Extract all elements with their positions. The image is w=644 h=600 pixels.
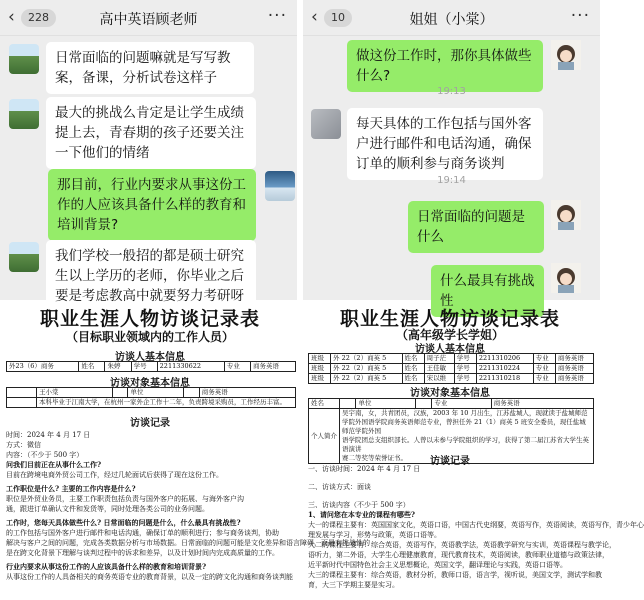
table-cell: 姓名 — [79, 362, 105, 372]
chat-header — [0, 0, 297, 36]
record-line: 大二的课程主要有：综合英语，英语写作，英语教学法，英语教学研究与实训，英语课程与教学论， — [308, 541, 616, 549]
record-question: 问我们目前正在从事什么工作? — [6, 460, 102, 469]
chat-title: 高中英语顾老师 — [99, 12, 198, 28]
table-cell: 学号 — [454, 364, 476, 374]
record-line: 一、访谈时间：2024 年 4 月 17 日 — [308, 465, 421, 473]
contact-avatar[interactable] — [9, 99, 39, 129]
girl-avatar-icon — [551, 40, 581, 70]
table-cell — [112, 388, 127, 398]
form-subtitle: （高年级学长学姐） — [395, 328, 504, 342]
profile-line: 语学院团总支组织部长。人曾以未参与学院组织的学习，获得了第二届江苏省大学生英语演讲 — [342, 436, 589, 453]
table-cell: 商务英语 — [491, 399, 593, 409]
profile-line: 赛二等奖等荣誉证书。 — [342, 454, 407, 462]
table-cell: 专业 — [533, 364, 555, 374]
section-interviewee-info: 访谈对象基本信息 — [110, 378, 190, 389]
table-cell — [7, 398, 37, 408]
unread-badge: 228 — [21, 9, 56, 27]
message-bubble-self[interactable]: 做这份工作时，那你具体做些什么? — [347, 40, 543, 92]
table-cell: 外 22（2）商英 5 — [331, 364, 402, 374]
record-line: 语听力，第二外语，大学生心理健康教育，现代教育技术，英语阅读，教师职业道德与政策法律， — [308, 551, 609, 559]
section-record: 访谈记录 — [130, 418, 170, 429]
table-cell: 商务英语 — [199, 388, 295, 398]
table-cell: 专业 — [224, 362, 250, 372]
message-bubble-self[interactable]: 什么最具有挑战性 — [431, 265, 544, 317]
unread-badge: 10 — [324, 9, 352, 27]
table-cell: 姓名 — [402, 374, 424, 384]
table-cell: 朱婷 — [105, 362, 131, 372]
table-cell: 专业 — [533, 354, 555, 364]
table-cell — [415, 399, 431, 409]
table-cell: 2211330622 — [157, 362, 224, 372]
table-cell: 学号 — [454, 374, 476, 384]
record-body — [308, 464, 644, 590]
table-cell: 周子茫 — [424, 354, 454, 364]
record-line: 二、访谈方式：面谈 — [308, 483, 371, 491]
message-bubble[interactable]: 日常面临的问题嘛就是写写教案，备课，分析试卷这样子 — [46, 42, 254, 94]
self-avatar[interactable] — [551, 200, 581, 230]
record-line: 内容：（不少于 500 字） — [6, 451, 84, 459]
table-cell — [340, 399, 356, 409]
chat-window-sister — [303, 0, 600, 309]
table-row — [309, 374, 594, 384]
profile-line: 学院外国语学院商务英语师范专业，曾担任外 21（1）商英 5 班安全委员，现任盐城师范学院外国 — [342, 418, 586, 435]
interviewer-table — [308, 353, 594, 384]
record-line: 是在跨文化背景下理解与谈判过程中的诉求和差异，以及计划时间内完成高质量的工作。 — [6, 549, 279, 557]
record-line: 解决与客户之间的问题，完成各类数据分析与市场数据。日常面临的问题可能是文化差异和语言障碍，而最有挑战性的 — [6, 539, 370, 547]
record-line: 目前在跨境电商外贸公司工作，经过几轮面试后获得了现在这份工作。 — [6, 471, 223, 479]
table-row — [309, 364, 594, 374]
table-cell: 个人简介 — [309, 409, 340, 464]
table-row — [7, 362, 296, 372]
table-cell: 学号 — [131, 362, 157, 372]
table-cell: 班级 — [309, 354, 331, 364]
table-cell: 外 22（2）商英 5 — [331, 374, 402, 384]
table-cell: 商务英语 — [555, 374, 593, 384]
girl-avatar-icon — [551, 263, 581, 293]
section-interviewer-info: 访谈人基本信息 — [415, 344, 485, 355]
table-cell: 学号 — [454, 354, 476, 364]
form-subtitle: （目标职业领域内的工作人员） — [65, 330, 234, 344]
record-line: 通，跟进订单确认文件和发货等，同时处理各类公司的业务问题。 — [6, 505, 209, 513]
table-cell: 班级 — [309, 374, 331, 384]
self-avatar[interactable] — [265, 171, 295, 201]
more-icon[interactable]: ··· — [570, 6, 590, 26]
table-cell: 2211310218 — [476, 374, 533, 384]
table-cell: 外23（6）商务 — [7, 362, 79, 372]
girl-avatar-icon — [551, 200, 581, 230]
form-title: 职业生涯人物访谈记录表 — [339, 308, 560, 330]
table-cell: 姓名 — [309, 399, 340, 409]
contact-avatar[interactable] — [9, 242, 39, 272]
record-question: 1、请问您在本专业的课程有哪些? — [308, 510, 415, 519]
table-cell: 2211310206 — [476, 354, 533, 364]
table-cell: 姓名 — [402, 354, 424, 364]
record-line: 大三的课程主要有：综合英语，教材分析，教师口语，语言学，视听说，美国文学，测试学和教 — [308, 571, 602, 579]
message-bubble[interactable]: 最大的挑战么肯定是让学生成绩提上去，青春期的孩子还要关注一下他们的情绪 — [46, 97, 256, 169]
interviewee-table — [6, 387, 296, 408]
record-line: 大一的课程主要有：英国国家文化，英语口语，中国古代史纲要，英语写作，英语阅读，英语写作，青少年心 — [308, 521, 644, 529]
record-question: 行业内要求从事这份工作的人应该具备什么样的教育和培训背景? — [6, 562, 207, 571]
table-cell: 班级 — [309, 364, 331, 374]
back-icon[interactable]: ‹ — [8, 7, 15, 27]
record-line: 近平新时代中国特色社会主义思想概论，英国文学，翻译理论与实践，英语口语等。 — [308, 561, 567, 569]
self-avatar[interactable] — [551, 263, 581, 293]
message-bubble[interactable]: 每天具体的工作包括与国外客户进行邮件和电话沟通，确保订单的顺利参与商务谈判 — [347, 108, 543, 180]
table-cell: 王佳敏 — [424, 364, 454, 374]
table-row — [7, 398, 296, 408]
table-row — [7, 388, 296, 398]
section-interviewee-info: 访谈对象基本信息 — [410, 388, 490, 399]
record-line: 育，大三下学期主要是实习。 — [308, 581, 399, 589]
table-cell: 外 22（2）商英 5 — [331, 354, 402, 364]
self-avatar[interactable] — [551, 40, 581, 70]
record-question: 工作时，您每天具体做些什么? 日常面临的问题是什么，什么最具有挑战性? — [6, 518, 241, 527]
table-cell: 姓名 — [402, 364, 424, 374]
table-cell: 王小棠 — [37, 388, 113, 398]
contact-avatar[interactable] — [9, 44, 39, 74]
table-cell: 宋以维 — [424, 374, 454, 384]
message-bubble-self[interactable]: 日常面临的问题是什么 — [408, 201, 544, 253]
contact-avatar[interactable] — [311, 109, 341, 139]
chat-header — [303, 0, 600, 36]
record-question: 工作职位是什么? 主要的工作内容是什么? — [6, 484, 136, 493]
record-line: 职位是外贸业务员，主要工作职责包括负责与国外客户的拓展、与海外客户沟 — [6, 495, 244, 503]
table-cell: 专业 — [432, 399, 491, 409]
interviewer-table — [6, 361, 296, 372]
table-row — [309, 399, 594, 409]
more-icon[interactable]: ··· — [267, 6, 287, 26]
record-line: 的工作包括与国外客户进行邮件和电话沟通，确保订单的顺利进行；参与商务谈判，协助 — [6, 529, 279, 537]
chat-title: 姐姐（小棠） — [409, 12, 494, 28]
record-line: 方式：微信 — [6, 441, 41, 449]
section-interviewer-info: 访谈人基本信息 — [115, 352, 185, 363]
back-icon[interactable]: ‹ — [311, 7, 318, 27]
record-line: 时间：2024 年 4 月 17 日 — [6, 431, 91, 439]
table-row — [309, 354, 594, 364]
table-cell: 专业 — [533, 374, 555, 384]
timestamp: 19:13 — [437, 86, 466, 97]
table-cell: 商务英语 — [555, 354, 593, 364]
record-line: 从事这份工作的人具备相关的商务英语专业的教育背景，以及一定的跨文化沟通和商务谈判能 — [6, 573, 293, 581]
chat-window-teacher — [0, 0, 297, 304]
table-cell: 本科毕业于江南大学，在杭州一家外企工作十二年，负责跨境采购员，工作经历丰富。 — [37, 398, 296, 408]
table-cell: 单位 — [356, 399, 415, 409]
interview-form-senior — [300, 302, 644, 600]
table-cell: 2211310224 — [476, 364, 533, 374]
table-cell: 单位 — [128, 388, 184, 398]
message-bubble-self[interactable]: 那目前，行业内要求从事这份工作的人应该具备什么样的教育和培训背景? — [48, 169, 256, 241]
table-cell: 商务英语 — [250, 362, 295, 372]
profile-line: 吴宇南，女，共青团员，汉族，2003 年 10 月出生，江苏盐城人，现就读于盐城师范 — [342, 409, 588, 417]
form-title: 职业生涯人物访谈记录表 — [39, 308, 260, 330]
section-record: 访谈记录 — [430, 456, 470, 467]
message-bubble[interactable]: 我们学校一般招的都是硕士研究生以上学历的老师，你毕业之后要是考虑教高中就要努力考研呀 — [46, 240, 256, 312]
table-cell — [7, 388, 37, 398]
record-line: 理发展与学习，形势与政策，英语口语等。 — [308, 531, 441, 539]
timestamp: 19:14 — [437, 175, 466, 186]
table-cell: 商务英语 — [555, 364, 593, 374]
table-cell — [184, 388, 199, 398]
record-line: 三、访谈内容（不少于 500 字） — [308, 501, 410, 509]
